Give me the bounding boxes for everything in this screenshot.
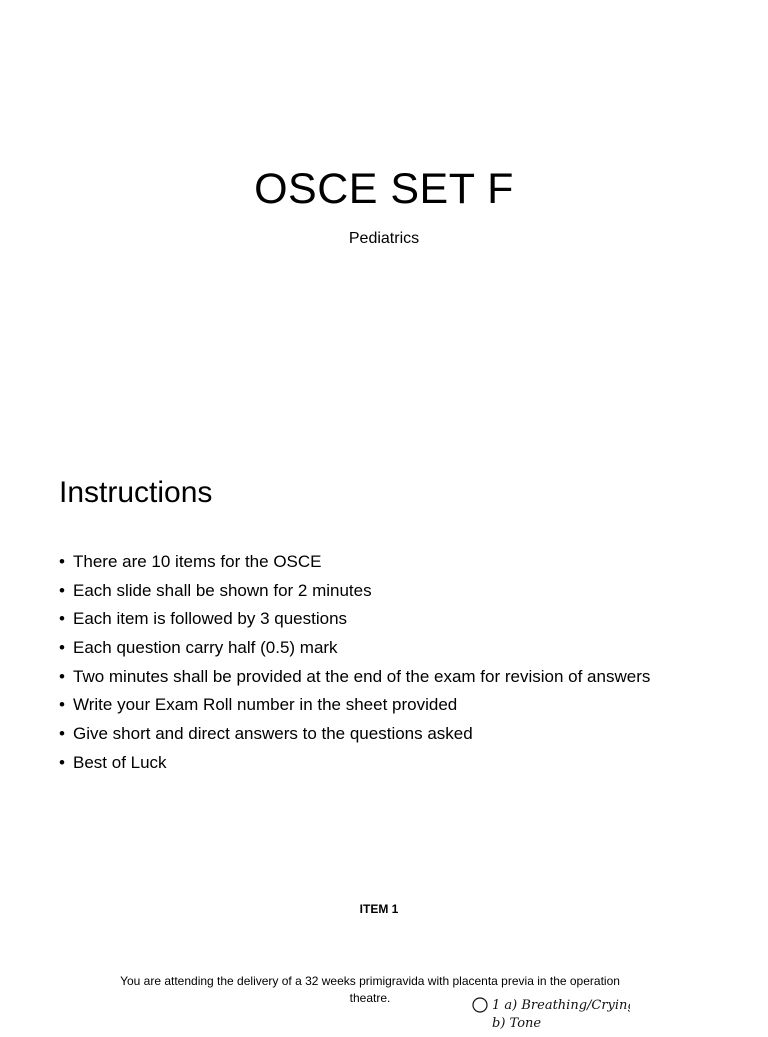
list-item [59, 548, 650, 577]
slide-subtitle: Pediatrics [348, 230, 420, 247]
bullet-icon: • [59, 695, 65, 715]
instructions-heading: Instructions [59, 476, 213, 509]
bullet-icon: • [59, 552, 65, 571]
list-item [59, 749, 650, 778]
instruction-text: Each question carry half (0.5) mark [73, 638, 338, 658]
item-1-slide [0, 820, 768, 1031]
handwritten-note-2: b) Tone [492, 1016, 542, 1031]
list-item [59, 634, 650, 663]
instruction-text: Write your Exam Roll number in the sheet provided [73, 695, 458, 715]
instructions-slide [0, 440, 768, 820]
title-slide [0, 0, 768, 440]
item-title: ITEM 1 [359, 902, 399, 916]
handwritten-notes [470, 992, 630, 1032]
bullet-icon: • [59, 724, 65, 744]
bullet-icon: • [59, 752, 65, 772]
instructions-list [59, 548, 650, 778]
instruction-text: Give short and direct answers to the questions asked [73, 724, 473, 744]
instruction-text: Best of Luck [73, 752, 167, 772]
slide-title: OSCE SET F [254, 165, 514, 213]
instruction-text: Each slide shall be shown for 2 minutes [73, 580, 372, 600]
list-item [59, 577, 650, 606]
bullet-icon: • [59, 666, 65, 686]
instruction-text: Each item is followed by 3 questions [73, 609, 348, 629]
instruction-text: There are 10 items for the OSCE [73, 552, 322, 571]
bullet-icon: • [59, 638, 65, 658]
list-item [59, 691, 650, 720]
handwritten-note-1: 1 a) Breathing/Crying [492, 998, 630, 1013]
bullet-icon: • [59, 580, 65, 600]
instruction-text: Two minutes shall be provided at the end of the exam for revision of answers [73, 666, 651, 686]
list-item [59, 605, 650, 634]
list-item [59, 663, 650, 692]
bullet-icon: • [59, 609, 65, 629]
circled-number-icon [473, 998, 487, 1012]
list-item [59, 720, 650, 749]
handwritten-notes-drawing [470, 992, 630, 1032]
item-description: You are attending the delivery of a 32 weeks primigravida with placenta previa in the operation theatre. [120, 974, 620, 1005]
